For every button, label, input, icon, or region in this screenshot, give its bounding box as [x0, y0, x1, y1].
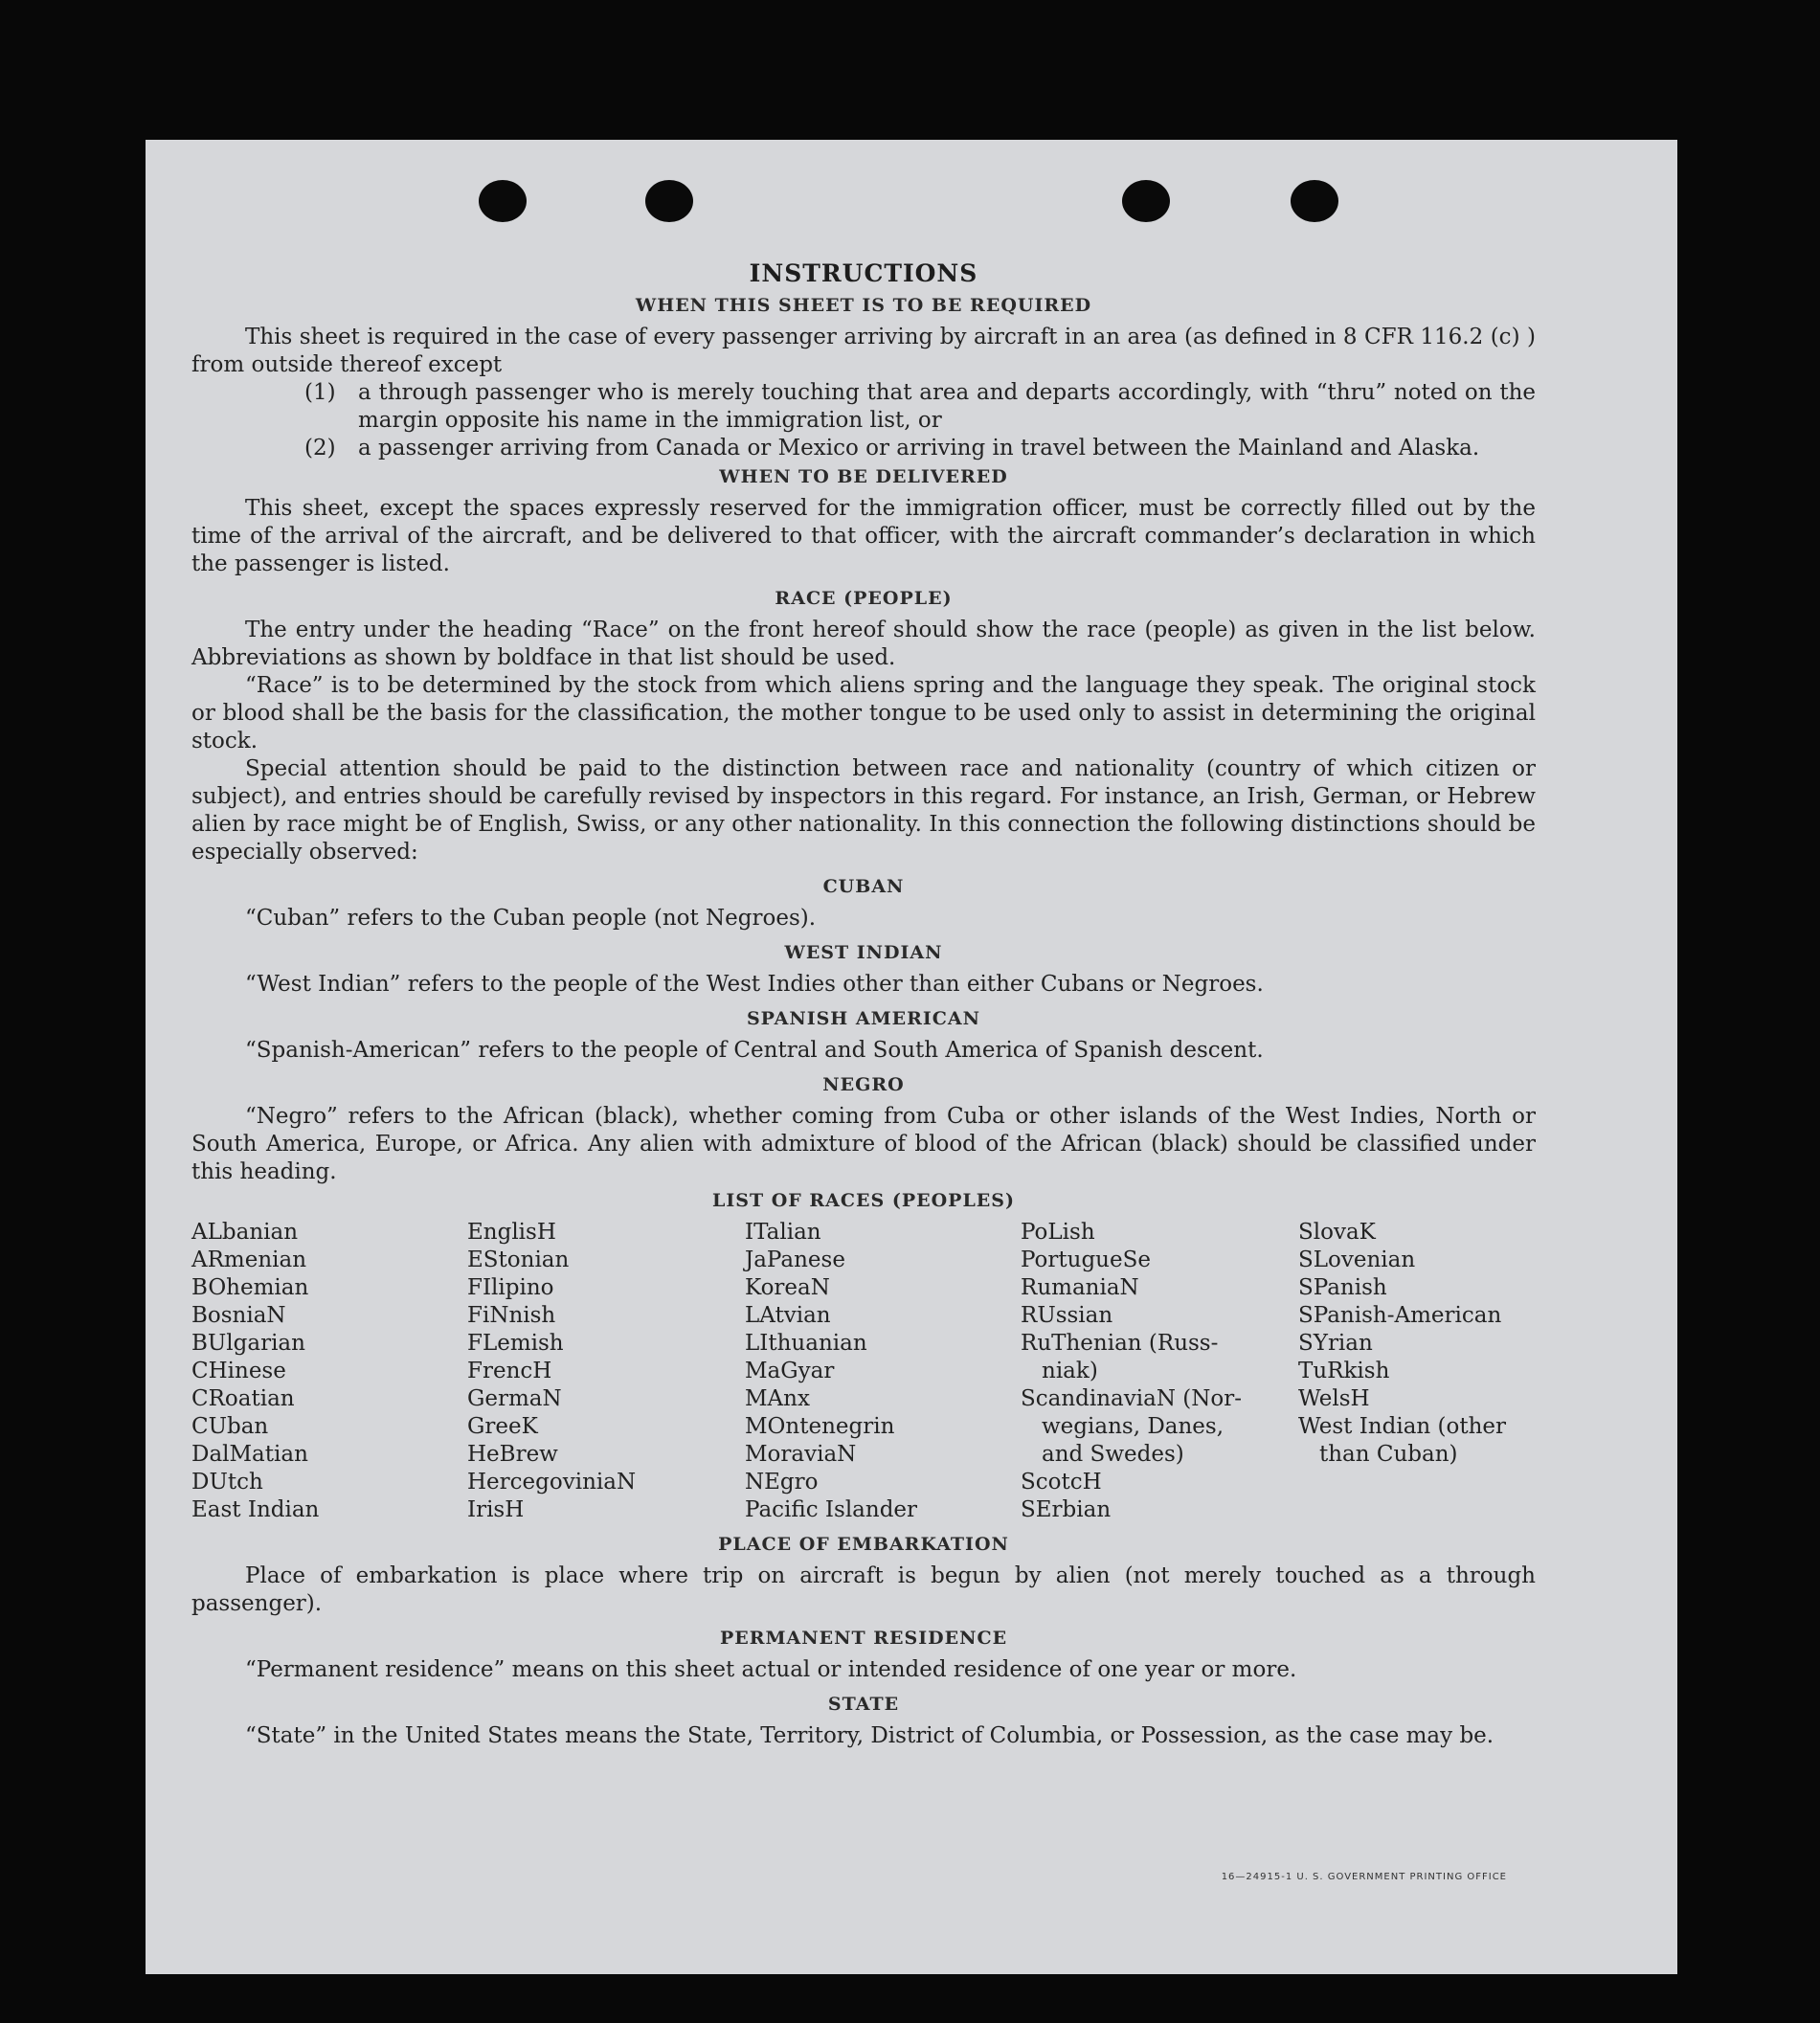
printer-imprint: 16—24915-1 U. S. GOVERNMENT PRINTING OFFICE: [1221, 1872, 1507, 1882]
race-item: ScandinaviaN (Nor-: [1021, 1386, 1242, 1411]
race-item: ALbanian: [191, 1220, 299, 1245]
race-item: SYrian: [1298, 1331, 1373, 1356]
race-item: RUssian: [1021, 1303, 1113, 1328]
race-item: SPanish: [1298, 1275, 1387, 1300]
document-sheet: [146, 140, 1677, 1974]
item-text: a through passenger who is merely touching that area and departs accordingly, with “thru” noted on the margin opposite his name in the immigration list, or: [358, 380, 1536, 433]
instructions-content: [191, 257, 1536, 1750]
race-item: West Indian (other: [1298, 1414, 1507, 1439]
races-column: [1298, 1219, 1536, 1524]
race-item: MoraviaN: [745, 1442, 857, 1467]
punch-hole: [645, 180, 693, 222]
race-item: BUlgarian: [191, 1331, 305, 1356]
races-column: [1021, 1219, 1298, 1524]
paragraph-west-indian: “West Indian” refers to the people of the West Indies other than either Cubans or Negroes.: [245, 972, 1264, 997]
paragraph-state: “State” in the United States means the State, Territory, District of Columbia, or Possession, as the case may be.: [245, 1723, 1494, 1748]
race-item: FLemish: [467, 1331, 564, 1356]
heading-list-of-races: LIST OF RACES (PEOPLES): [712, 1190, 1015, 1211]
heading-spanish-american: SPANISH AMERICAN: [746, 1008, 981, 1029]
paragraph-spanish-american: “Spanish-American” refers to the people of Central and South America of Spanish descent.: [245, 1038, 1264, 1063]
race-item: CUban: [191, 1414, 269, 1439]
paragraph-negro: “Negro” refers to the African (black), whether coming from Cuba or other islands of the West Indies, North or South America, Europe, or Africa. Any alien with admixture of blood of the African (black) should be classified under this heading.: [191, 1104, 1536, 1184]
paragraph-embarkation: Place of embarkation is place where trip on aircraft is begun by alien (not merely touched as a through passenger).: [191, 1563, 1536, 1616]
race-item: PortugueSe: [1021, 1248, 1151, 1272]
race-item: East Indian: [191, 1497, 320, 1522]
heading-state: STATE: [827, 1694, 900, 1715]
race-item: Pacific Islander: [745, 1497, 918, 1522]
race-item: NEgro: [745, 1470, 819, 1495]
paragraph-required: This sheet is required in the case of every passenger arriving by aircraft in an area (as defined in 8 CFR 116.2 (c) ) from outside thereof except: [191, 325, 1536, 377]
race-item: niak): [1042, 1359, 1098, 1383]
race-item: ITalian: [745, 1220, 821, 1245]
race-item: SErbian: [1021, 1497, 1112, 1522]
race-item: IrisH: [467, 1497, 525, 1522]
punch-hole: [1291, 180, 1338, 222]
heading-cuban: CUBAN: [822, 876, 905, 897]
race-item: BosniaN: [191, 1303, 286, 1328]
paragraph-cuban: “Cuban” refers to the Cuban people (not Negroes).: [245, 906, 817, 931]
race-item: TuRkish: [1298, 1359, 1390, 1383]
heading-permanent-residence: PERMANENT RESIDENCE: [719, 1628, 1008, 1649]
race-item: FiNnish: [467, 1303, 556, 1328]
races-list: [191, 1219, 1536, 1524]
race-item: LAtvian: [745, 1303, 831, 1328]
race-item: CHinese: [191, 1359, 286, 1383]
heading-embarkation: PLACE OF EMBARKATION: [718, 1534, 1009, 1555]
race-item: KoreaN: [745, 1275, 830, 1300]
race-item: wegians, Danes,: [1042, 1414, 1225, 1439]
race-item: MaGyar: [745, 1359, 835, 1383]
race-item: LIthuanian: [745, 1331, 867, 1356]
races-column: [191, 1219, 467, 1524]
race-item: SLovenian: [1298, 1248, 1416, 1272]
heading-negro: NEGRO: [822, 1074, 905, 1095]
race-item: ScotcH: [1021, 1470, 1102, 1495]
item-number: (1): [304, 380, 336, 405]
race-item: SlovaK: [1298, 1220, 1376, 1245]
list-item: [304, 379, 1536, 435]
race-item: MAnx: [745, 1386, 810, 1411]
paragraph-race-3: Special attention should be paid to the distinction between race and nationality (country of which citizen or subject), and entries should be carefully revised by inspectors in this regard. For instance, an Irish, German, or Hebrew alien by race might be of English, Swiss, or any other nationality. In this connection the following distinctions should be especially observed:: [191, 756, 1536, 865]
item-number: (2): [304, 436, 336, 461]
punch-hole: [1122, 180, 1170, 222]
race-item: JaPanese: [745, 1248, 845, 1272]
race-item: and Swedes): [1042, 1442, 1184, 1467]
race-item: PoLish: [1021, 1220, 1095, 1245]
races-column: [745, 1219, 1021, 1524]
page-title: INSTRUCTIONS: [749, 259, 978, 287]
race-item: RuThenian (Russ-: [1021, 1331, 1219, 1356]
paragraph-permanent-residence: “Permanent residence” means on this sheet actual or intended residence of one year or more.: [245, 1657, 1297, 1682]
paragraph-race-2: “Race” is to be determined by the stock from which aliens spring and the language they speak. The original stock or blood shall be the basis for the classification, the mother tongue to be used only to assist in determining the original stock.: [191, 673, 1536, 753]
race-item: DalMatian: [191, 1442, 308, 1467]
paragraph-delivered: This sheet, except the spaces expressly reserved for the immigration officer, must be correctly filled out by the time of the arrival of the aircraft, and be delivered to that officer, with the aircraft commander’s declaration in which the passenger is listed.: [191, 496, 1536, 576]
list-item: [304, 435, 1536, 462]
race-item: SPanish-American: [1298, 1303, 1502, 1328]
race-item: DUtch: [191, 1470, 263, 1495]
race-item: FrencH: [467, 1359, 552, 1383]
race-item: HercegoviniaN: [467, 1470, 637, 1495]
heading-when-required: WHEN THIS SHEET IS TO BE REQUIRED: [635, 295, 1092, 316]
item-text: a passenger arriving from Canada or Mexico or arriving in travel between the Mainland and Alaska.: [358, 436, 1480, 461]
race-item: RumaniaN: [1021, 1275, 1139, 1300]
race-item: CRoatian: [191, 1386, 295, 1411]
race-item: GreeK: [467, 1414, 538, 1439]
race-item: EnglisH: [467, 1220, 556, 1245]
race-item: BOhemian: [191, 1275, 309, 1300]
races-column: [467, 1219, 745, 1524]
race-item: than Cuban): [1319, 1442, 1458, 1467]
heading-west-indian: WEST INDIAN: [784, 942, 943, 963]
race-item: MOntenegrin: [745, 1414, 895, 1439]
race-item: ARmenian: [191, 1248, 307, 1272]
punch-hole: [479, 180, 527, 222]
race-item: EStonian: [467, 1248, 570, 1272]
race-item: FIlipino: [467, 1275, 554, 1300]
heading-when-delivered: WHEN TO BE DELIVERED: [719, 466, 1008, 487]
paragraph-race-1: The entry under the heading “Race” on the front hereof should show the race (people) as given in the list below. Abbreviations as shown by boldface in that list should be used.: [191, 618, 1536, 670]
race-item: HeBrew: [467, 1442, 558, 1467]
heading-race: RACE (PEOPLE): [775, 588, 953, 609]
race-item: WelsH: [1298, 1386, 1370, 1411]
race-item: GermaN: [467, 1386, 562, 1411]
